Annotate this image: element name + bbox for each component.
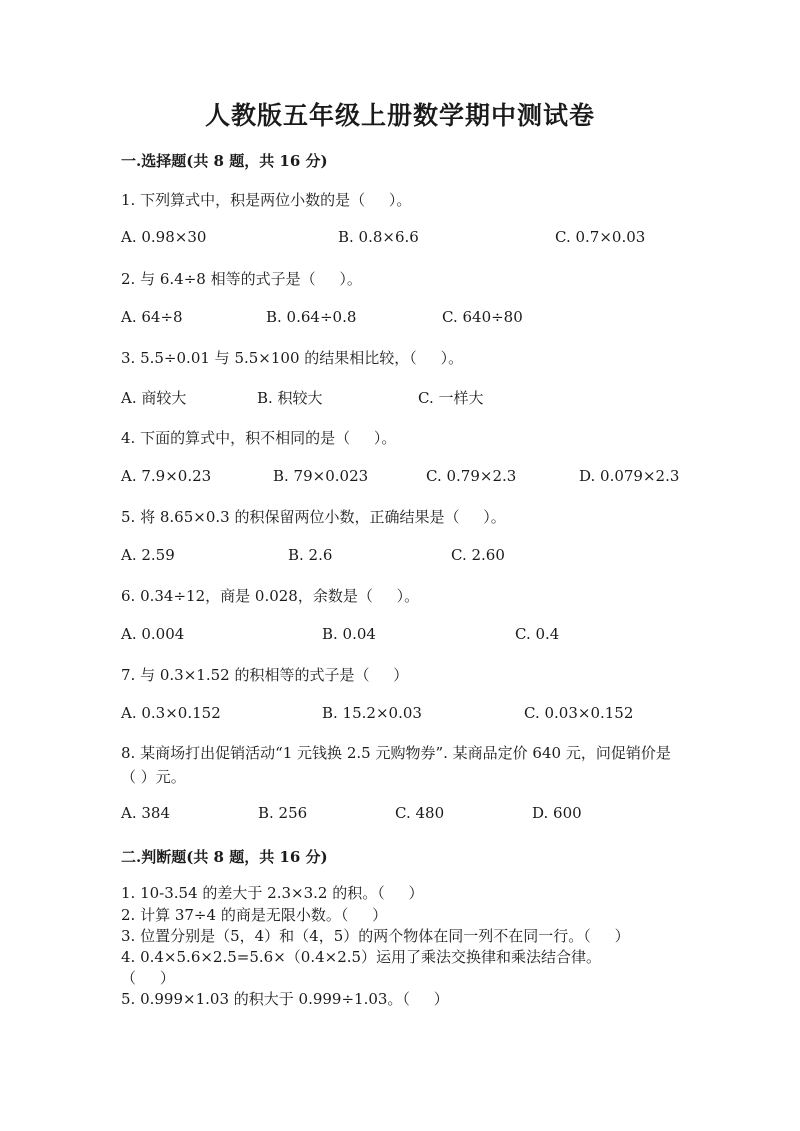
option-3b: B. 积较大 [257,389,323,407]
question-6: 6. 0.34÷12，商是 0.028，余数是（ ）。 [121,587,420,605]
question-3: 3. 5.5÷0.01 与 5.5×100 的结果相比较，（ ）。 [121,349,464,367]
option-5b: B. 2.6 [288,546,333,564]
option-2b: B. 0.64÷0.8 [266,308,357,326]
question-1: 1. 下列算式中，积是两位小数的是（ ）。 [121,191,412,209]
question-4: 4. 下面的算式中，积不相同的是（ ）。 [121,429,397,447]
option-3a: A. 商较大 [121,389,187,407]
option-2a: A. 64÷8 [121,308,183,326]
option-8a: A. 384 [121,804,170,822]
option-7a: A. 0.3×0.152 [121,704,221,722]
judge-item-1: 1. 10-3.54 的差大于 2.3×3.2 的积。（ ） [121,884,424,902]
judge-item-2: 2. 计算 37÷4 的商是无限小数。（ ） [121,906,388,924]
option-7c: C. 0.03×0.152 [524,704,634,722]
option-8d: D. 600 [532,804,582,822]
option-5c: C. 2.60 [451,546,505,564]
option-1a: A. 0.98×30 [121,228,207,246]
page-title: 人教版五年级上册数学期中测试卷 [204,101,595,130]
judge-item-4-brackets: （ ） [121,969,175,987]
section-heading-choice: 一.选择题(共 8 题，共 16 分) [121,152,328,170]
option-7b: B. 15.2×0.03 [322,704,422,722]
judge-item-5: 5. 0.999×1.03 的积大于 0.999÷1.03。（ ） [121,990,449,1008]
option-4b: B. 79×0.023 [273,467,369,485]
option-6c: C. 0.4 [515,625,560,643]
question-5: 5. 将 8.65×0.3 的积保留两位小数，正确结果是（ ）。 [121,508,506,526]
option-8b: B. 256 [258,804,308,822]
question-8: 8. 某商场打出促销活动“1 元钱换 2.5 元购物券”. 某商品定价 640 元，问促销价是（ ）元。 [121,744,671,786]
option-2c: C. 640÷80 [442,308,523,326]
option-4c: C. 0.79×2.3 [426,467,517,485]
option-4d: D. 0.079×2.3 [579,467,680,485]
option-8c: C. 480 [395,804,445,822]
option-1c: C. 0.7×0.03 [555,228,646,246]
judge-item-4: 4. 0.4×5.6×2.5=5.6×（0.4×2.5）运用了乘法交换律和乘法结合律。 [121,948,602,966]
question-2: 2. 与 6.4÷8 相等的式子是（ ）。 [121,270,362,288]
question-7: 7. 与 0.3×1.52 的积相等的式子是（ ） [121,666,409,684]
judge-item-3: 3. 位置分别是（5，4）和（4，5）的两个物体在同一列不在同一行。（ ） [121,927,630,945]
section-heading-judge: 二.判断题(共 8 题，共 16 分) [121,848,328,866]
option-4a: A. 7.9×0.23 [121,467,212,485]
option-6b: B. 0.04 [322,625,376,643]
option-5a: A. 2.59 [121,546,175,564]
option-3c: C. 一样大 [418,389,484,407]
option-1b: B. 0.8×6.6 [338,228,419,246]
option-6a: A. 0.004 [121,625,185,643]
